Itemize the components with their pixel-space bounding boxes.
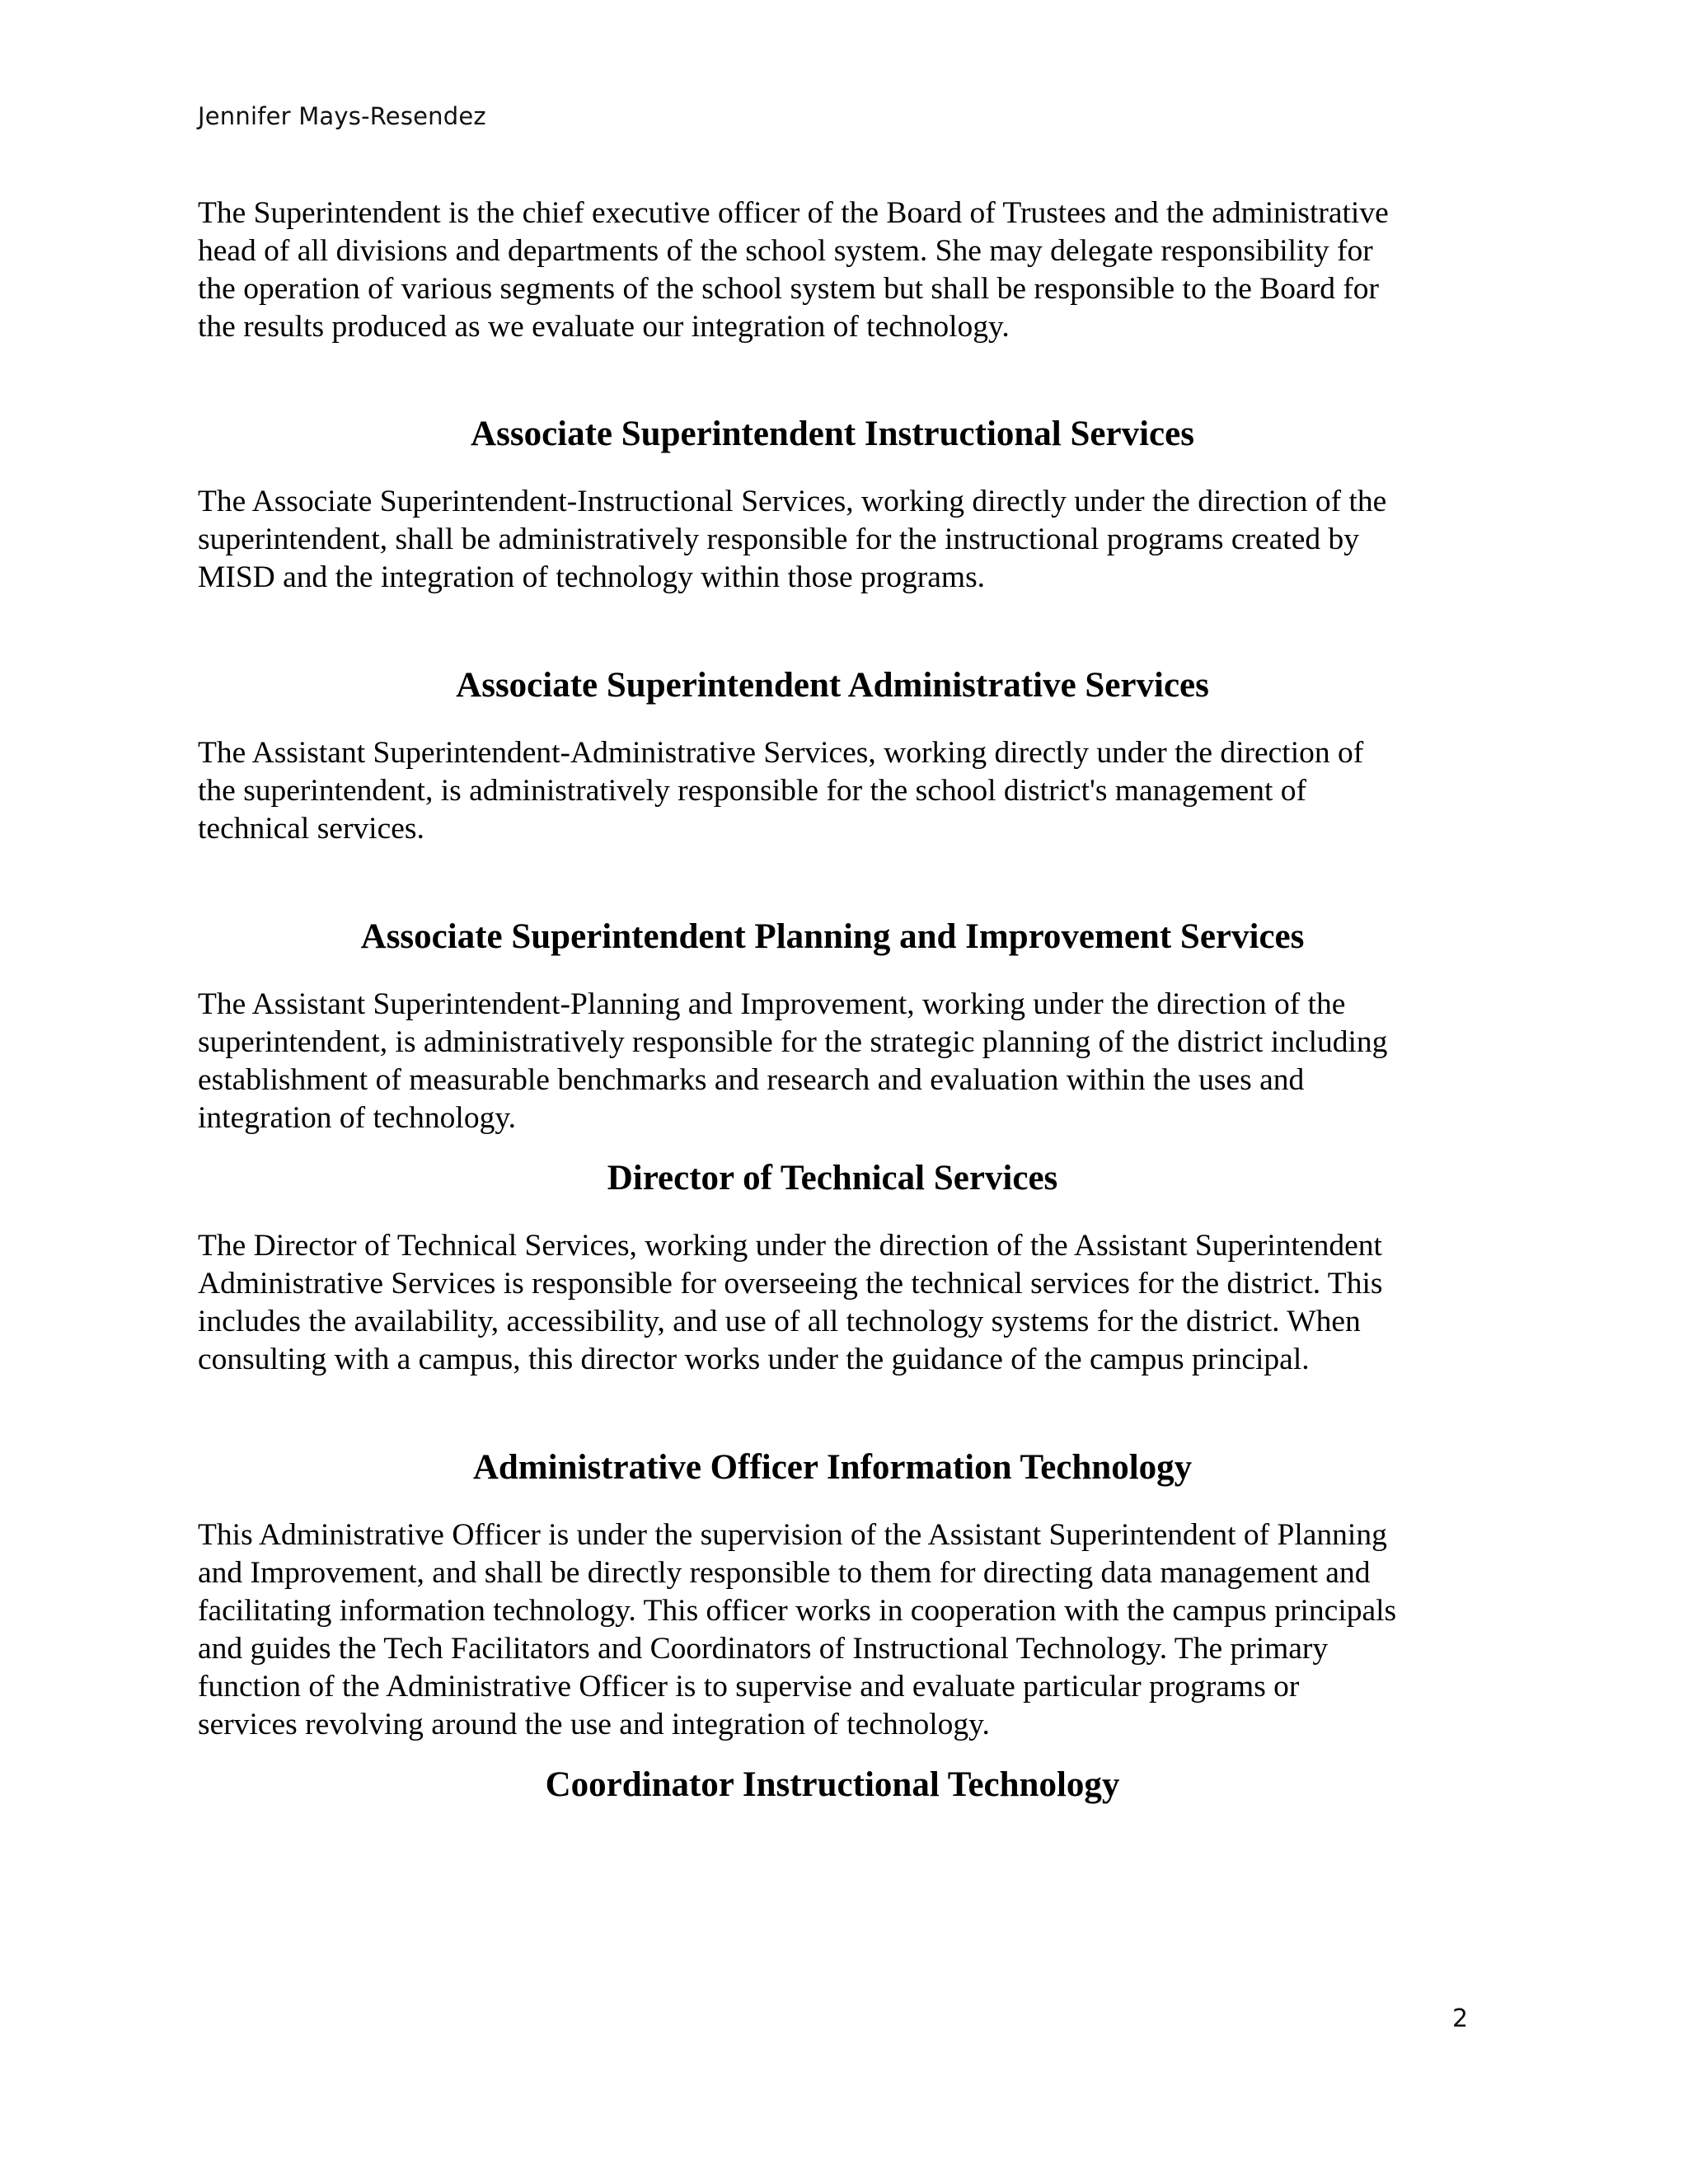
section-paragraph-technical-services: The Director of Technical Services, working under the direction of the Assistant Superintendent Administrative Services is responsible for overseeing the technical services for the district. This includes the availability, accessibility, and use of all technology systems for the district. When consulting with a campus, this director works under the guidance of the campus principal.	[198, 1229, 1383, 1376]
intro-paragraph: The Superintendent is the chief executive officer of the Board of Trustees and the administrative head of all divisions and departments of the school system. She may delegate responsibility for the operation of various segments of the school system but shall be responsible to the Board for the results produced as we evaluate our integration of technology.	[198, 196, 1389, 344]
section-heading-information-technology: Administrative Officer Information Technology	[472, 1448, 1193, 1487]
section-heading-instructional-services: Associate Superintendent Instructional Services	[471, 415, 1194, 453]
section-heading-technical-services: Director of Technical Services	[607, 1159, 1058, 1197]
section-heading-coordinator-instructional-technology: Coordinator Instructional Technology	[545, 1765, 1120, 1804]
document-body	[198, 194, 1525, 1807]
section-paragraph-administrative-services: The Assistant Superintendent-Administrative Services, working directly under the direction of the superintendent, is administratively responsible for the school district's management of technical services.	[198, 736, 1364, 846]
section-heading-planning-improvement: Associate Superintendent Planning and Improvement Services	[360, 917, 1305, 956]
section-paragraph-planning-improvement: The Assistant Superintendent-Planning and Improvement, working under the direction of the superintendent, is administratively responsible for the strategic planning of the district including establishment of measurable benchmarks and research and evaluation within the uses and integration of technology.	[198, 987, 1388, 1135]
section-paragraph-information-technology: This Administrative Officer is under the supervision of the Assistant Superintendent of Planning and Improvement, and shall be directly responsible to them for directing data management and facilitating information technology. This officer works in cooperation with the campus principals and guides the Tech Facilitators and Coordinators of Instructional Technology. The primary function of the Administrative Officer is to supervise and evaluate particular programs or services revolving around the use and integration of technology.	[198, 1518, 1397, 1741]
section-paragraph-instructional-services: The Associate Superintendent-Instructional Services, working directly under the direction of the superintendent, shall be administratively responsible for the instructional programs created by MISD and the integration of technology within those programs.	[198, 485, 1387, 594]
section-heading-administrative-services: Associate Superintendent Administrative Services	[456, 666, 1209, 705]
page-header-author: Jennifer Mays-Resendez	[198, 102, 486, 130]
page-number: 2	[1452, 2004, 1469, 2033]
